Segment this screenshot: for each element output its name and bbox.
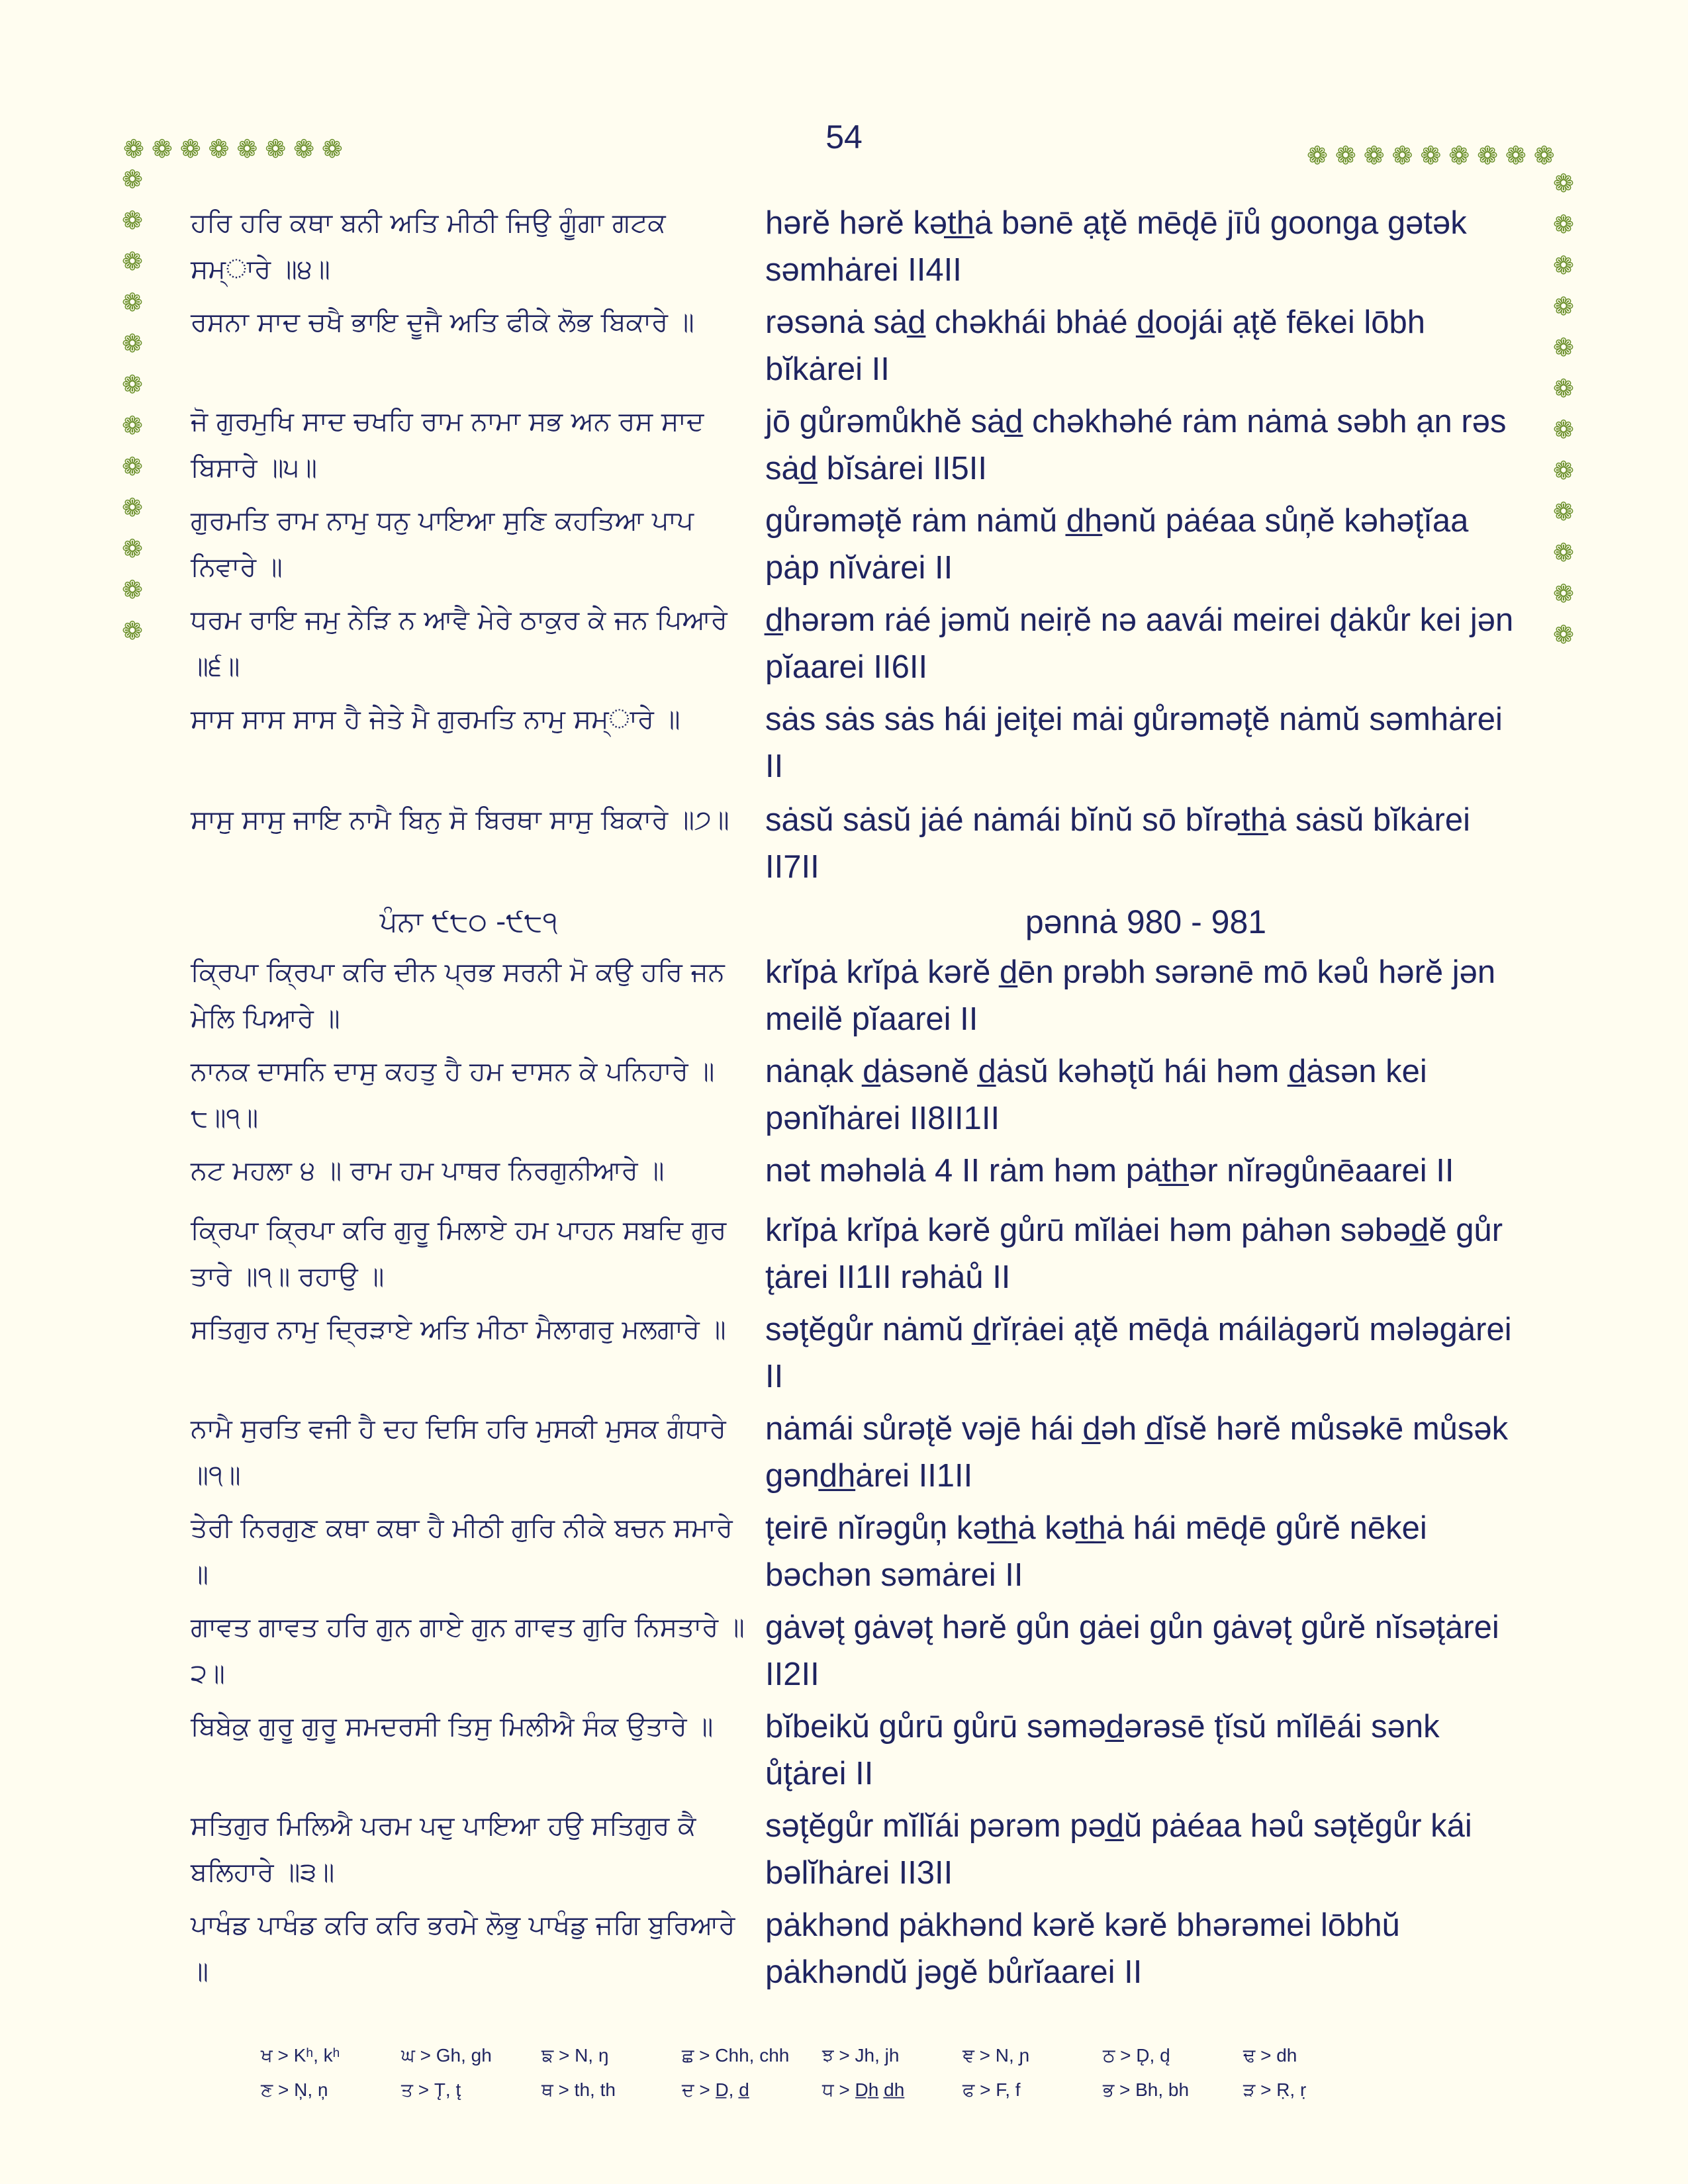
transliteration-line: krĭpȧ krĭpȧ kərĕ gůrū mĭlȧei həm pȧhən səbəd̲ĕ gůr t̨ȧrei II1II rəhȧů II <box>765 1212 1503 1295</box>
gurmukhi-line: ਰਸਨਾ ਸਾਦ ਚਖੈ ਭਾਇ ਦੂਜੈ ਅਤਿ ਫੀਕੇ ਲੋਭ ਬਿਕਾਰੇ ॥ <box>191 307 694 338</box>
verse-row <box>191 1406 1528 1505</box>
flower-icon: ❁ <box>1553 620 1574 649</box>
flower-icon: ❁ <box>122 616 143 645</box>
transliteration-line: krĭpȧ krĭpȧ kərĕ d̲ēn prəbh sərənē mō kəů hərĕ jən meilĕ pĭaarei II <box>765 954 1496 1037</box>
flower-icon: ❁ <box>1448 141 1470 170</box>
transliteration-line: nȧnạk d̲ȧsənĕ d̲ȧsŭ kəhət̨ŭ hái həm d̲ȧsən kei pənĭhȧrei II8II1II <box>765 1054 1427 1136</box>
gurmukhi-line: ਗੁਰਮਤਿ ਰਾਮ ਨਾਮੁ ਧਨੁ ਪਾਇਆ ਸੁਣਿ ਕਹਤਿਆ ਪਾਪ ਨਿਵਾਰੇ ॥ <box>191 506 694 582</box>
legend-entry: ਫ > F, f <box>962 2079 1021 2100</box>
legend-row <box>261 2073 1383 2107</box>
page-reference-transliteration: pənnȧ 980 - 981 <box>1025 903 1267 940</box>
flower-icon: ❁ <box>122 370 143 399</box>
flower-icon: ❁ <box>1477 141 1498 170</box>
transliteration-line: gůrəmət̨ĕ rȧm nȧmŭ d̲h̲ənŭ pȧéaa sůņĕ kəhət̨ĭaa pȧp nĭvȧrei II <box>765 503 1469 586</box>
verse-row <box>191 200 1528 299</box>
flower-icon: ❁ <box>1307 141 1328 170</box>
flower-icon: ❁ <box>122 329 143 358</box>
page-reference-row <box>191 895 1528 949</box>
flower-icon: ❁ <box>122 206 143 235</box>
legend-entry: ਭ > Bh, bh <box>1103 2079 1190 2100</box>
border-right <box>1553 171 1574 663</box>
verse-row <box>191 1148 1528 1207</box>
flower-icon: ❁ <box>122 165 143 194</box>
transliteration-line: sȧsŭ sȧsŭ jȧé nȧmái bĭnŭ sō bĭrət̲h̲ȧ sȧsŭ bĭkȧrei II7II <box>765 802 1471 885</box>
gurmukhi-line: ਕ੍ਰਿਪਾ ਕ੍ਰਿਪਾ ਕਰਿ ਗੁਰੂ ਮਿਲਾਏ ਹਮ ਪਾਹਨ ਸਬਦਿ ਗੁਰ ਤਾਰੇ ॥੧॥ ਰਹਾਉ ॥ <box>191 1215 727 1292</box>
verse-row <box>191 1048 1528 1148</box>
legend-entry: ੜ > Ṛ, ṛ <box>1243 2079 1307 2100</box>
verse-table <box>191 200 1528 2001</box>
flower-icon: ❁ <box>1553 456 1574 485</box>
transliteration-line: nət məhəlȧ 4 II rȧm həm pȧt̲h̲ər nĭrəgůnēaarei II <box>765 1153 1454 1189</box>
verse-row <box>191 1207 1528 1306</box>
verse-row <box>191 398 1528 498</box>
transliteration-line: pȧkhənd pȧkhənd kərĕ kərĕ bhərəmei lōbhŭ pȧkhəndŭ jəgĕ bůrĭaarei II <box>765 1907 1400 1990</box>
transliteration-line: sȧs sȧs sȧs hái jeit̨ei mȧi gůrəmət̨ĕ nȧmŭ səmhȧrei II <box>765 702 1503 784</box>
gurmukhi-line: ਗਾਵਤ ਗਾਵਤ ਹਰਿ ਗੁਨ ਗਾਏ ਗੁਨ ਗਾਵਤ ਗੁਰਿ ਨਿਸਤਾਰੇ ॥੨॥ <box>191 1612 745 1689</box>
verse-row <box>191 1505 1528 1604</box>
flower-icon: ❁ <box>1553 497 1574 526</box>
flower-icon: ❁ <box>122 575 143 604</box>
legend-entry: ਣ > Ņ, ņ <box>261 2079 328 2100</box>
flower-icon: ❁ <box>122 288 143 317</box>
flower-icon: ❁ <box>1505 141 1526 170</box>
gurmukhi-line: ਧਰਮ ਰਾਇ ਜਮੁ ਨੇੜਿ ਨ ਆਵੈ ਮੇਰੇ ਠਾਕੁਰ ਕੇ ਜਨ ਪਿਆਰੇ ॥੬॥ <box>191 605 727 682</box>
verse-row <box>191 949 1528 1048</box>
transliteration-legend <box>261 2038 1383 2107</box>
verse-row <box>191 1704 1528 1803</box>
flower-icon: ❁ <box>208 134 230 163</box>
gurmukhi-line: ਨਾਨਕ ਦਾਸਨਿ ਦਾਸੁ ਕਹਤੁ ਹੈ ਹਮ ਦਾਸਨ ਕੇ ਪਨਿਹਾਰੇ ॥੮॥੧॥ <box>191 1056 715 1133</box>
border-top-right <box>1307 143 1562 168</box>
gurmukhi-line: ਕ੍ਰਿਪਾ ਕ੍ਰਿਪਾ ਕਰਿ ਦੀਨ ਪ੍ਰਭ ਸਰਨੀ ਮੋ ਕਉ ਹਰਿ ਜਨ ਮੇਲਿ ਪਿਆਰੇ ॥ <box>191 957 725 1034</box>
legend-entry: ਖ > Kʰ, kʰ <box>261 2044 340 2066</box>
legend-entry: ਠ > D̨, d̨ <box>1103 2044 1170 2066</box>
flower-icon: ❁ <box>236 134 258 163</box>
legend-entry: ਦ > D̲, d̲ <box>682 2079 749 2100</box>
gurmukhi-line: ਤੇਰੀ ਨਿਰਗੁਣ ਕਥਾ ਕਥਾ ਹੈ ਮੀਠੀ ਗੁਰਿ ਨੀਕੇ ਬਚਨ ਸਮਾਰੇ ॥ <box>191 1513 733 1590</box>
legend-row <box>261 2038 1383 2073</box>
legend-entry: ਤ > T̨, t̨ <box>401 2079 461 2100</box>
transliteration-line: jō gůrəmůkhĕ sȧd̲ chəkhəhé rȧm nȧmȧ səbh ạn rəs sȧd̲ bĭsȧrei II5II <box>765 404 1507 486</box>
verse-row <box>191 299 1528 398</box>
transliteration-line: gȧvət̨ gȧvət̨ hərĕ gůn gȧei gůn gȧvət̨ gůrĕ nĭsət̨ȧrei II2II <box>765 1610 1499 1692</box>
page-number: 54 <box>825 118 863 156</box>
gurmukhi-line: ਨਾਮੈ ਸੁਰਤਿ ਵਜੀ ਹੈ ਦਹ ਦਿਸਿ ਹਰਿ ਮੁਸਕੀ ਮੁਸਕ ਗੰਧਾਰੇ ॥੧॥ <box>191 1414 726 1490</box>
flower-icon: ❁ <box>1553 169 1574 198</box>
transliteration-line: hərĕ hərĕ kət̲h̲ȧ bənē ạt̨ĕ mēd̨ē jīů goonga gətək səmhȧrei II4II <box>765 205 1467 288</box>
verse-row <box>191 1902 1528 2001</box>
flower-icon: ❁ <box>1553 579 1574 608</box>
flower-icon: ❁ <box>293 134 314 163</box>
verse-row <box>191 1803 1528 1902</box>
transliteration-line: sət̨ĕgůr nȧmŭ d̲rĭṛȧei ạt̨ĕ mēd̨ȧ máilȧgərŭ mələgȧrei II <box>765 1312 1512 1394</box>
gurmukhi-line: ਬਿਬੇਕੁ ਗੁਰੂ ਗੁਰੂ ਸਮਦਰਸੀ ਤਿਸੁ ਮਿਲੀਐ ਸੰਕ ਉਤਾਰੇ ॥ <box>191 1711 714 1742</box>
flower-icon: ❁ <box>122 534 143 563</box>
verse-row <box>191 498 1528 597</box>
legend-entry: ਘ > Gh, gh <box>401 2044 492 2066</box>
flower-icon: ❁ <box>123 134 144 163</box>
flower-icon: ❁ <box>1391 141 1413 170</box>
flower-icon: ❁ <box>1553 333 1574 362</box>
flower-icon: ❁ <box>321 134 343 163</box>
flower-icon: ❁ <box>122 493 143 522</box>
legend-entry: ਙ > N, ŋ <box>541 2044 609 2066</box>
transliteration-line: t̨eirē nĭrəgůņ kət̲h̲ȧ kət̲h̲ȧ hái mēd̨ē gůrĕ nēkei bəchən səmȧrei II <box>765 1510 1427 1593</box>
flower-icon: ❁ <box>122 247 143 276</box>
legend-entry: ਛ > Chh, chh <box>682 2044 790 2066</box>
flower-icon: ❁ <box>1420 141 1442 170</box>
flower-icon: ❁ <box>1553 210 1574 239</box>
gurmukhi-line: ਸਾਸੁ ਸਾਸੁ ਜਾਇ ਨਾਮੈ ਬਿਨੁ ਸੋ ਬਿਰਥਾ ਸਾਸੁ ਬਿਕਾਰੇ ॥੭॥ <box>191 805 729 835</box>
gurmukhi-line: ਹਰਿ ਹਰਿ ਕਥਾ ਬਨੀ ਅਤਿ ਮੀਠੀ ਜਿਉ ਗੂੰਗਾ ਗਟਕ ਸਮ੍ਾਰੇ ॥੪॥ <box>191 208 666 285</box>
transliteration-line: sət̨ĕgůr mĭlĭái pərəm pəd̲ŭ pȧéaa həů sət̨ĕgůr kái bəlĭhȧrei II3II <box>765 1808 1472 1891</box>
gurmukhi-line: ਸਾਸ ਸਾਸ ਸਾਸ ਹੈ ਜੇਤੇ ਮੈ ਗੁਰਮਤਿ ਨਾਮੁ ਸਮ੍ਾਰੇ ॥ <box>191 704 680 735</box>
flower-icon: ❁ <box>1553 292 1574 321</box>
gurmukhi-line: ਸਤਿਗੁਰ ਮਿਲਿਐ ਪਰਮ ਪਦੁ ਪਾਇਆ ਹਉ ਸਤਿਗੁਰ ਕੈ ਬਲਿਹਾਰੇ ॥੩॥ <box>191 1811 696 1888</box>
gurmukhi-line: ਸਤਿਗੁਰ ਨਾਮੁ ਦ੍ਰਿੜਾਏ ਅਤਿ ਮੀਠਾ ਮੈਲਾਗਰੁ ਮਲਗਾਰੇ ॥ <box>191 1314 726 1345</box>
flower-icon: ❁ <box>1533 141 1555 170</box>
legend-entry: ਝ > Jh, jh <box>822 2044 900 2066</box>
gurmukhi-line: ਪਾਖੰਡ ਪਾਖੰਡ ਕਰਿ ਕਰਿ ਭਰਮੇ ਲੋਭੁ ਪਾਖੰਡੁ ਜਗਿ ਬੁਰਿਆਰੇ ॥ <box>191 1910 735 1987</box>
flower-icon: ❁ <box>122 411 143 440</box>
flower-icon: ❁ <box>1363 141 1385 170</box>
verse-row <box>191 597 1528 696</box>
verse-row <box>191 1306 1528 1406</box>
gurmukhi-line: ਨਟ ਮਹਲਾ ੪ ॥ ਰਾਮ ਹਮ ਪਾਥਰ ਨਿਰਗੁਨੀਆਰੇ ॥ <box>191 1156 665 1186</box>
flower-icon: ❁ <box>1553 251 1574 280</box>
border-top-left <box>123 136 350 161</box>
flower-icon: ❁ <box>151 134 173 163</box>
flower-icon: ❁ <box>1553 538 1574 567</box>
transliteration-line: bĭbeikŭ gůrū gůrū səməd̲ərəsē t̨ĭsŭ mĭlēái sənk ůt̨ȧrei II <box>765 1709 1440 1792</box>
verse-row <box>191 1604 1528 1704</box>
flower-icon: ❁ <box>179 134 201 163</box>
flower-icon: ❁ <box>122 452 143 481</box>
page-reference-gurmukhi: ਪੰਨਾ ੯੮੦ -੯੮੧ <box>379 905 558 938</box>
flower-icon: ❁ <box>1335 141 1356 170</box>
transliteration-line: rəsənȧ sȧd̲ chəkhái bhȧé d̲oojái ạt̨ĕ fēkei lōbh bĭkȧrei II <box>765 304 1426 387</box>
verse-row <box>191 797 1528 895</box>
transliteration-line: d̲hərəm rȧé jəmŭ neiṛĕ nə aavái meirei d̨ȧkůr kei jən pĭaarei II6II <box>765 602 1514 685</box>
legend-entry: ਥ > th, th <box>541 2079 616 2100</box>
border-left <box>122 167 143 659</box>
legend-entry: ਞ > N, ɲ <box>962 2044 1030 2066</box>
flower-icon: ❁ <box>265 134 287 163</box>
legend-entry: ਧ > D̲h̲ d̲h̲ <box>822 2079 905 2100</box>
transliteration-line: nȧmái sůrət̨ĕ vəjē hái d̲əh d̲ĭsĕ hərĕ můsəkē můsək gənd̲h̲ȧrei II1II <box>765 1411 1509 1494</box>
flower-icon: ❁ <box>1553 374 1574 403</box>
gurmukhi-line: ਜੋ ਗੁਰਮੁਖਿ ਸਾਦ ਚਖਹਿ ਰਾਮ ਨਾਮਾ ਸਭ ਅਨ ਰਸ ਸਾਦ ਬਿਸਾਰੇ ॥੫॥ <box>191 406 704 483</box>
verse-row <box>191 696 1528 797</box>
flower-icon: ❁ <box>1553 415 1574 444</box>
legend-entry: ਢ > dh <box>1243 2044 1297 2066</box>
